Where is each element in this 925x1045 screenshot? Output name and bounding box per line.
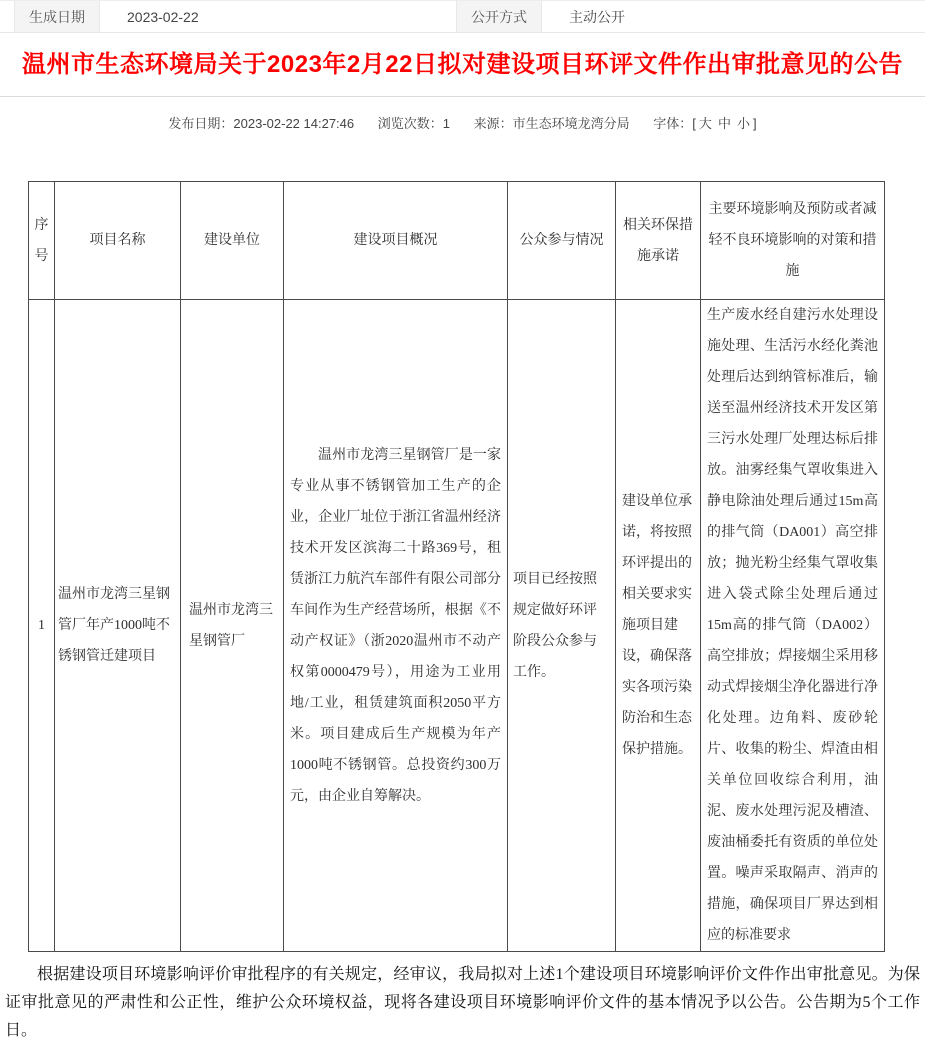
bracket-open: [ — [692, 116, 696, 131]
generated-date-value: 2023-02-22 — [127, 9, 199, 25]
publicity-mode-value: 主动公开 — [569, 9, 625, 25]
header-project-name: 项目名称 — [55, 182, 181, 300]
publish-date-label: 发布日期： — [168, 116, 234, 131]
font-size-label: 字体： — [653, 116, 693, 131]
cell-project-overview: 温州市龙湾三星钢管厂是一家专业从事不锈钢管加工生产的企业，企业厂址位于浙江省温州经济技术开发区滨海二十路369号，租赁浙江力航汽车部件有限公司部分车间作为生产经营场所，根据《不动产权证》（浙2020温州市不动产权第0000479号），用途为工业用地/工业，租赁建筑面积2050平方米。项目建成后生产规模为年产1000吨不锈钢管。总投资约300万元，由企业自筹解决。 — [284, 300, 508, 952]
font-size-small-link[interactable]: 小 — [736, 116, 750, 131]
cell-serial-number: 1 — [29, 300, 55, 952]
page-title: 温州市生态环境局关于2023年2月22日拟对建设项目环评文件作出审批意见的公告 — [22, 51, 903, 78]
header-serial-number: 序号 — [29, 182, 55, 300]
publish-date-value: 2023-02-22 14:27:46 — [233, 116, 355, 131]
view-count-label: 浏览次数： — [377, 116, 443, 131]
cell-env-impact-measures: 生产废水经自建污水处理设施处理、生活污水经化粪池处理后达到纳管标准后，输送至温州经济技术开发区第三污水处理厂处理达标后排放。油雾经集气罩收集进入静电除油处理后通过15m高的排气筒（DA001）高空排放；抛光粉尘经集气罩收集进入袋式除尘处理后通过15m高的排气筒（DA002）高空排放；焊接烟尘采用移动式焊接烟尘净化器进行净化处理。边角料、废砂轮片、收集的粉尘、焊渣由相关单位回收综合利用，油泥、废水处理污泥及槽渣、废油桶委托有资质的单位处置。噪声采取隔声、消声的措施，确保项目厂界达到相应的标准要求 — [701, 300, 885, 952]
view-count-value: 1 — [442, 116, 450, 131]
header-public-participation: 公众参与情况 — [508, 182, 616, 300]
header-env-impact-measures: 主要环境影响及预防或者减轻不良环境影响的对策和措施 — [701, 182, 885, 300]
title-divider — [0, 96, 925, 97]
bracket-close: ] — [752, 116, 757, 131]
cell-construction-unit: 温州市龙湾三星钢管厂 — [181, 300, 284, 952]
cell-public-participation: 项目已经按照规定做好环评阶段公众参与工作。 — [508, 300, 616, 952]
document-info-bar — [0, 0, 925, 33]
header-project-overview: 建设项目概况 — [284, 182, 508, 300]
publicity-mode-label: 公开方式 — [456, 1, 542, 32]
closing-paragraph: 根据建设项目环境影响评价审批程序的有关规定，经审议，我局拟对上述1个建设项目环境影响评价文件作出审批意见。为保证审批意见的严肃性和公正性，维护公众环境权益，现将各建设项目环境影响评价文件的基本情况予以公告。公告期为5个工作日。 — [5, 966, 920, 1039]
table-header-row — [29, 182, 885, 300]
source-label: 来源： — [473, 116, 513, 131]
font-size-large-link[interactable]: 大 — [698, 116, 712, 131]
cell-env-commitment: 建设单位承诺，将按照环评提出的相关要求实施项目建设，确保落实各项污染防治和生态保护措施。 — [616, 300, 701, 952]
cell-project-name: 温州市龙湾三星钢管厂年产1000吨不锈钢管迁建项目 — [55, 300, 181, 952]
font-size-switcher — [653, 116, 756, 131]
generated-date-label: 生成日期 — [14, 1, 100, 32]
topbar-spacer — [0, 1, 14, 32]
header-env-commitment: 相关环保措施承诺 — [616, 182, 701, 300]
font-size-medium-link[interactable]: 中 — [717, 116, 731, 131]
view-count — [378, 116, 450, 131]
meta-bar — [0, 113, 925, 132]
publish-date — [168, 116, 354, 131]
header-construction-unit: 建设单位 — [181, 182, 284, 300]
announcement-table — [28, 181, 885, 952]
source — [474, 116, 630, 131]
source-value: 市生态环境龙湾分局 — [512, 116, 630, 131]
